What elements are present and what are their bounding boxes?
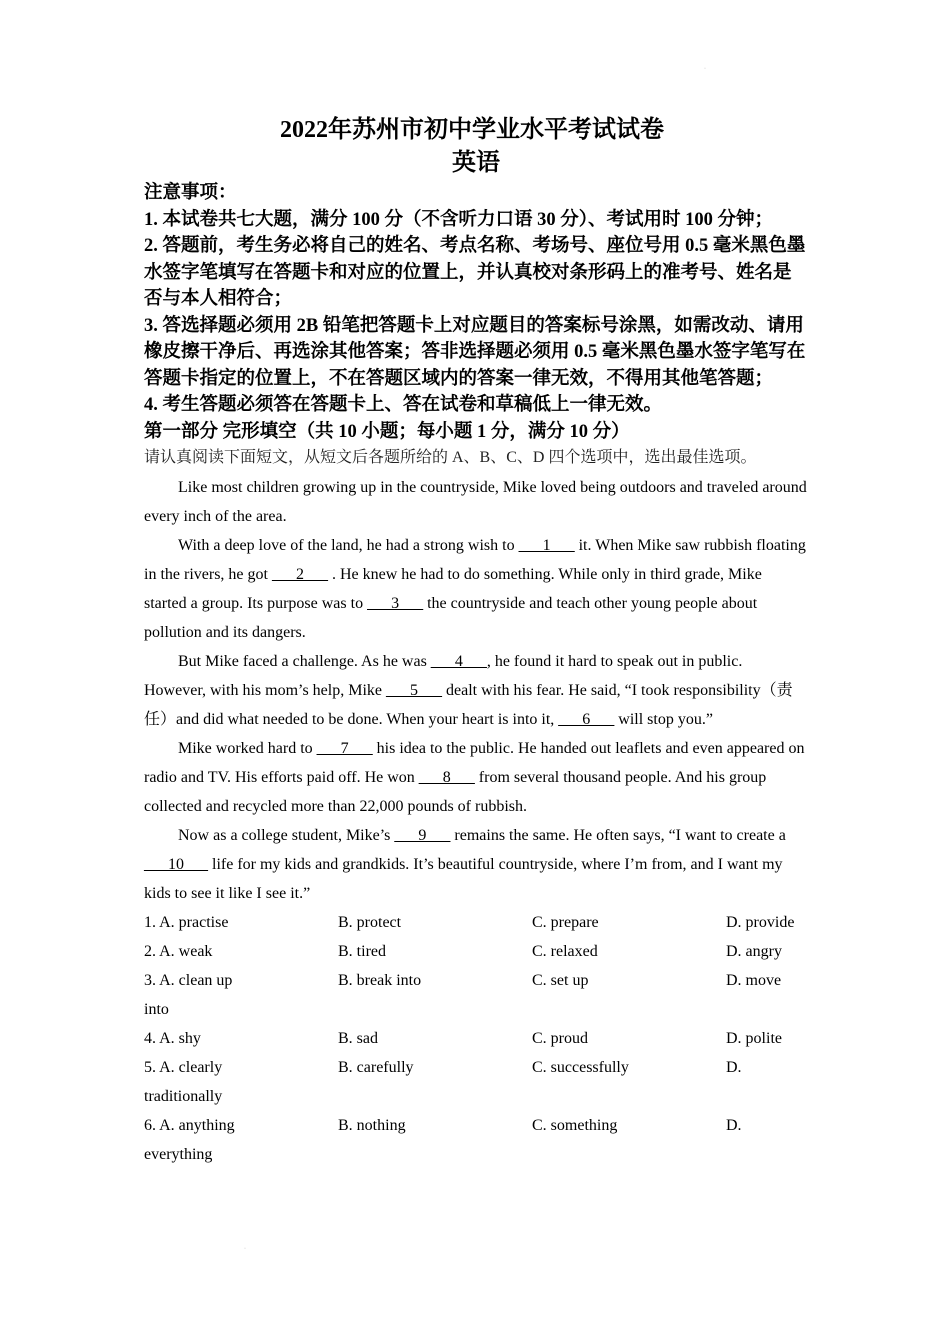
passage-paragraph: But Mike faced a challenge. As he was ___4___, he found it hard to speak out in public. However, with his mom’s help, Mike ___5___ dealt with his fear. He said, “I took responsibility（责任）and did what needed to be done. When your heart is into it, ___6___ will stop you.” [144,653,793,728]
option-row-wrap [144,1140,808,1169]
option-wrap-text: everything [144,1146,213,1163]
notice-item: 4. 考生答题必须答在答题卡上、答在试卷和草稿低上一律无效。 [144,395,663,415]
passage-paragraph: With a deep love of the land, he had a strong wish to ___1___ it. When Mike saw rubbish floating in the rivers, he got ___2___ . He knew he had to do something. While only in third grade, Mike started a group. Its purpose was to ___3___ the countryside and teach other young people about pollution and its dangers. [144,537,806,641]
option-a: 6. A. anything [144,1117,235,1134]
option-a: 3. A. clean up [144,972,233,989]
option-d: D. provide [726,914,795,931]
blank-3: ___3___ [367,595,424,612]
answer-options [144,908,808,1169]
cloze-passage [144,473,808,908]
notice-heading: 注意事项： [144,183,237,203]
blank-4: ___4___ [430,653,487,670]
option-row [144,1053,808,1082]
option-c: C. successfully [532,1059,629,1076]
passage-paragraph: Mike worked hard to ___7___ his idea to the public. He handed out leaflets and even appeared on radio and TV. His efforts paid off. He won ___8___ from several thousand people. And his group collected and recycled more than 22,000 pounds of rubbish. [144,740,805,815]
section-instruction: 请认真阅读下面短文，从短文后各题所给的 A、B、C、D 四个选项中，选出最佳选项。 [144,449,757,466]
option-c: C. proud [532,1030,588,1047]
option-b: B. protect [338,914,402,931]
option-a: 5. A. clearly [144,1059,223,1076]
notice-item: 3. 答选择题必须用 2B 铅笔把答题卡上对应题目的答案标号涂黑，如需改动、请用橡皮擦干净后、再选涂其他答案；答非选择题必须用 0.5 毫米黑色墨水签字笔写在答题卡指定的位置上，不在答题区域内的答案一律无效，不得用其他笔答题； [144,315,806,389]
option-row [144,908,808,937]
passage-paragraph: Now as a college student, Mike’s ___9___ remains the same. He often says, “I want to create a ___10___ life for my kids and grandkids. It’s beautiful countryside, where I’m from, and I want my kids to see it like I see it.” [144,827,786,902]
section-heading: 第一部分 完形填空（共 10 小题；每小题 1 分，满分 10 分） [144,421,630,442]
option-row [144,1024,808,1053]
option-row [144,1111,808,1140]
option-a: 4. A. shy [144,1030,201,1047]
page-mark: · [704,66,706,72]
option-b: B. break into [338,972,422,989]
option-c: C. prepare [532,914,599,931]
option-row [144,937,808,966]
option-row [144,966,808,995]
option-wrap-text: into [144,1001,169,1018]
option-d: D. move [726,972,782,989]
option-c: C. relaxed [532,943,598,960]
option-d: D. angry [726,943,782,960]
notice-item: 2. 答题前，考生务必将自己的姓名、考点名称、考场号、座位号用 0.5 毫米黑色墨水签字笔填写在答题卡和对应的位置上，并认真校对条形码上的准考号、姓名是否与本人相符合； [144,236,806,309]
option-a: 1. A. practise [144,914,229,931]
exam-title: 2022年苏州市初中学业水平考试试卷 [280,117,664,143]
notice-block [144,180,808,445]
option-c: C. set up [532,972,589,989]
passage-paragraph: Like most children growing up in the countryside, Mike loved being outdoors and traveled around every inch of the area. [144,479,807,525]
notice-item: 1. 本试卷共七大题，满分 100 分（不含听力口语 30 分）、考试用时 100 分钟； [144,209,774,230]
exam-page [144,112,808,1169]
blank-6: ___6___ [558,711,615,728]
blank-8: ___8___ [418,769,475,786]
blank-10: ___10___ [144,856,208,873]
option-a: 2. A. weak [144,943,213,960]
option-wrap-text: traditionally [144,1088,223,1105]
blank-1: ___1___ [518,537,575,554]
blank-5: ___5___ [386,682,442,699]
option-d: D. [726,1117,742,1134]
exam-subject: 英语 [452,150,500,176]
option-b: B. carefully [338,1059,414,1076]
option-b: B. sad [338,1030,378,1047]
blank-7: ___7___ [316,740,373,757]
blank-9: ___9___ [394,827,451,844]
option-b: B. tired [338,943,386,960]
option-row-wrap [144,995,808,1024]
blank-2: ___2___ [271,566,328,583]
option-d: D. [726,1059,742,1076]
option-b: B. nothing [338,1117,406,1134]
option-c: C. something [532,1117,618,1134]
option-d: D. polite [726,1030,782,1047]
option-row-wrap [144,1082,808,1111]
page-mark: · [244,1246,246,1252]
